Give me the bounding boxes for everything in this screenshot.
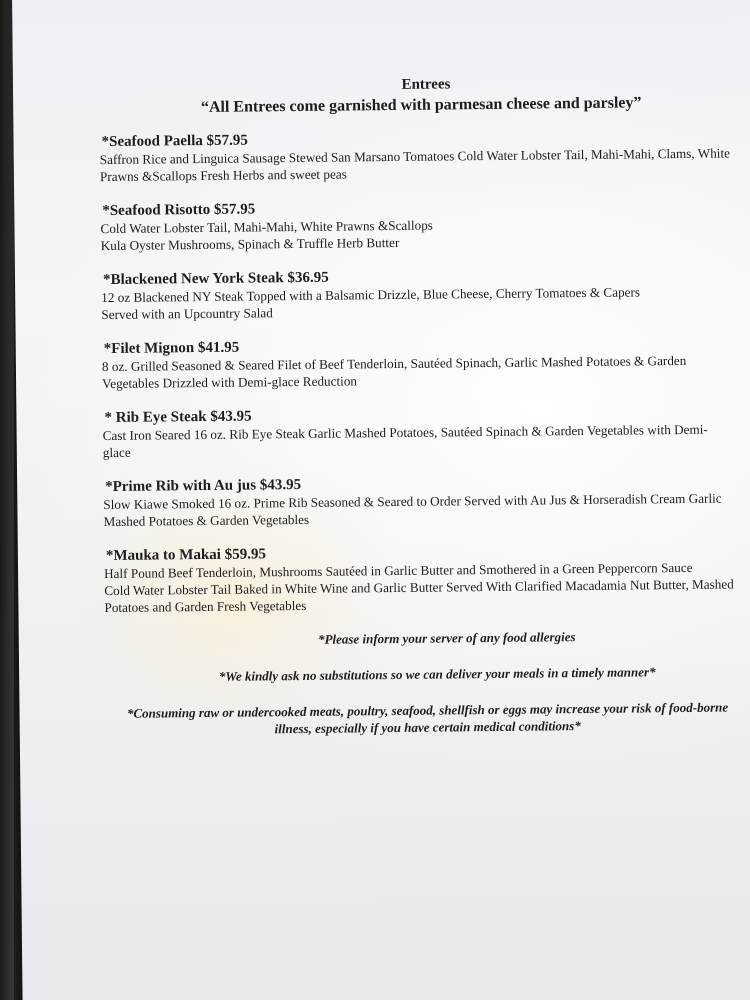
entree-item — [94, 402, 735, 461]
menu-subheading: “All Entrees come garnished with parmesan cheese and parsley” — [200, 94, 642, 117]
entree-title: *Prime Rib with Au jus $43.95 — [105, 476, 302, 496]
entree-item — [91, 126, 732, 185]
entree-item — [94, 333, 735, 392]
menu-sheet — [12, 0, 750, 1000]
substitution-note: *We kindly ask no substitutions so we can deliver your meals in a timely manner* — [218, 664, 656, 684]
entree-title: *Seafood Paella $57.95 — [101, 132, 248, 151]
allergy-note: *Please inform your server of any food allergies — [317, 629, 576, 647]
entree-description: Half Pound Beef Tenderloin, Mushrooms Sautéed in Garlic Butter and Smothered in a Green Peppercorn Sauce Cold Water Lobster Tail Baked in White Wine and Garlic Butter Served With Clarified Macadamia Nut Butter, Mashed Potatoes and Garden Fresh Vegetables — [104, 559, 734, 616]
entree-title: *Seafood Risotto $57.95 — [102, 201, 256, 220]
entree-description: Cast Iron Seared 16 oz. Rib Eye Steak Garlic Mashed Potatoes, Sautéed Spinach & Garden Vegetables with Demi-glace — [102, 421, 708, 461]
entree-title: * Rib Eye Steak $43.95 — [104, 408, 252, 427]
entree-item — [96, 540, 737, 616]
entree-title: *Blackened New York Steak $36.95 — [102, 269, 329, 289]
entrees-menu — [91, 72, 738, 758]
entree-title: *Mauka to Makai $59.95 — [105, 546, 267, 565]
entree-description: Slow Kiawe Smoked 16 oz. Prime Rib Seasoned & Seared to Order Served with Au Jus & Horseradish Cream Garlic Mashed Potatoes & Garden Vegetables — [103, 490, 722, 530]
entree-description: Saffron Rice and Linguica Sausage Stewed San Marsano Tomatoes Cold Water Lobster Tail, Mahi-Mahi, Clams, White Prawns &Scallops Fresh Herbs and sweet peas — [99, 145, 731, 185]
entree-description: 8 oz. Grilled Seasoned & Seared Filet of Beef Tenderloin, Sautéed Spinach, Garlic Mashed Potatoes & Garden Vegetables Drizzled with Demi-glace Reduction — [101, 352, 687, 392]
clipboard-edge — [0, 0, 14, 1000]
menu-heading: Entrees — [401, 76, 451, 93]
entree-item — [92, 195, 733, 254]
entree-item — [95, 471, 736, 530]
entree-list — [91, 126, 736, 616]
menu-notes — [97, 626, 738, 739]
entree-title: *Filet Mignon $41.95 — [103, 339, 240, 358]
entree-item — [93, 264, 734, 323]
entree-description: Cold Water Lobster Tail, Mahi-Mahi, White Prawns &Scallops Kula Oyster Mushrooms, Spinach & Truffle Herb Butter — [100, 217, 433, 254]
consumption-warning: *Consuming raw or undercooked meats, poultry, seafood, shellfish or eggs may increase your risk of food-borne illness, especially if you have certain medical conditions* — [126, 699, 729, 737]
entree-description: 12 oz Blackened NY Steak Topped with a Balsamic Drizzle, Blue Cheese, Cherry Tomatoes & Capers Served with an Upcountry Salad — [101, 284, 641, 323]
